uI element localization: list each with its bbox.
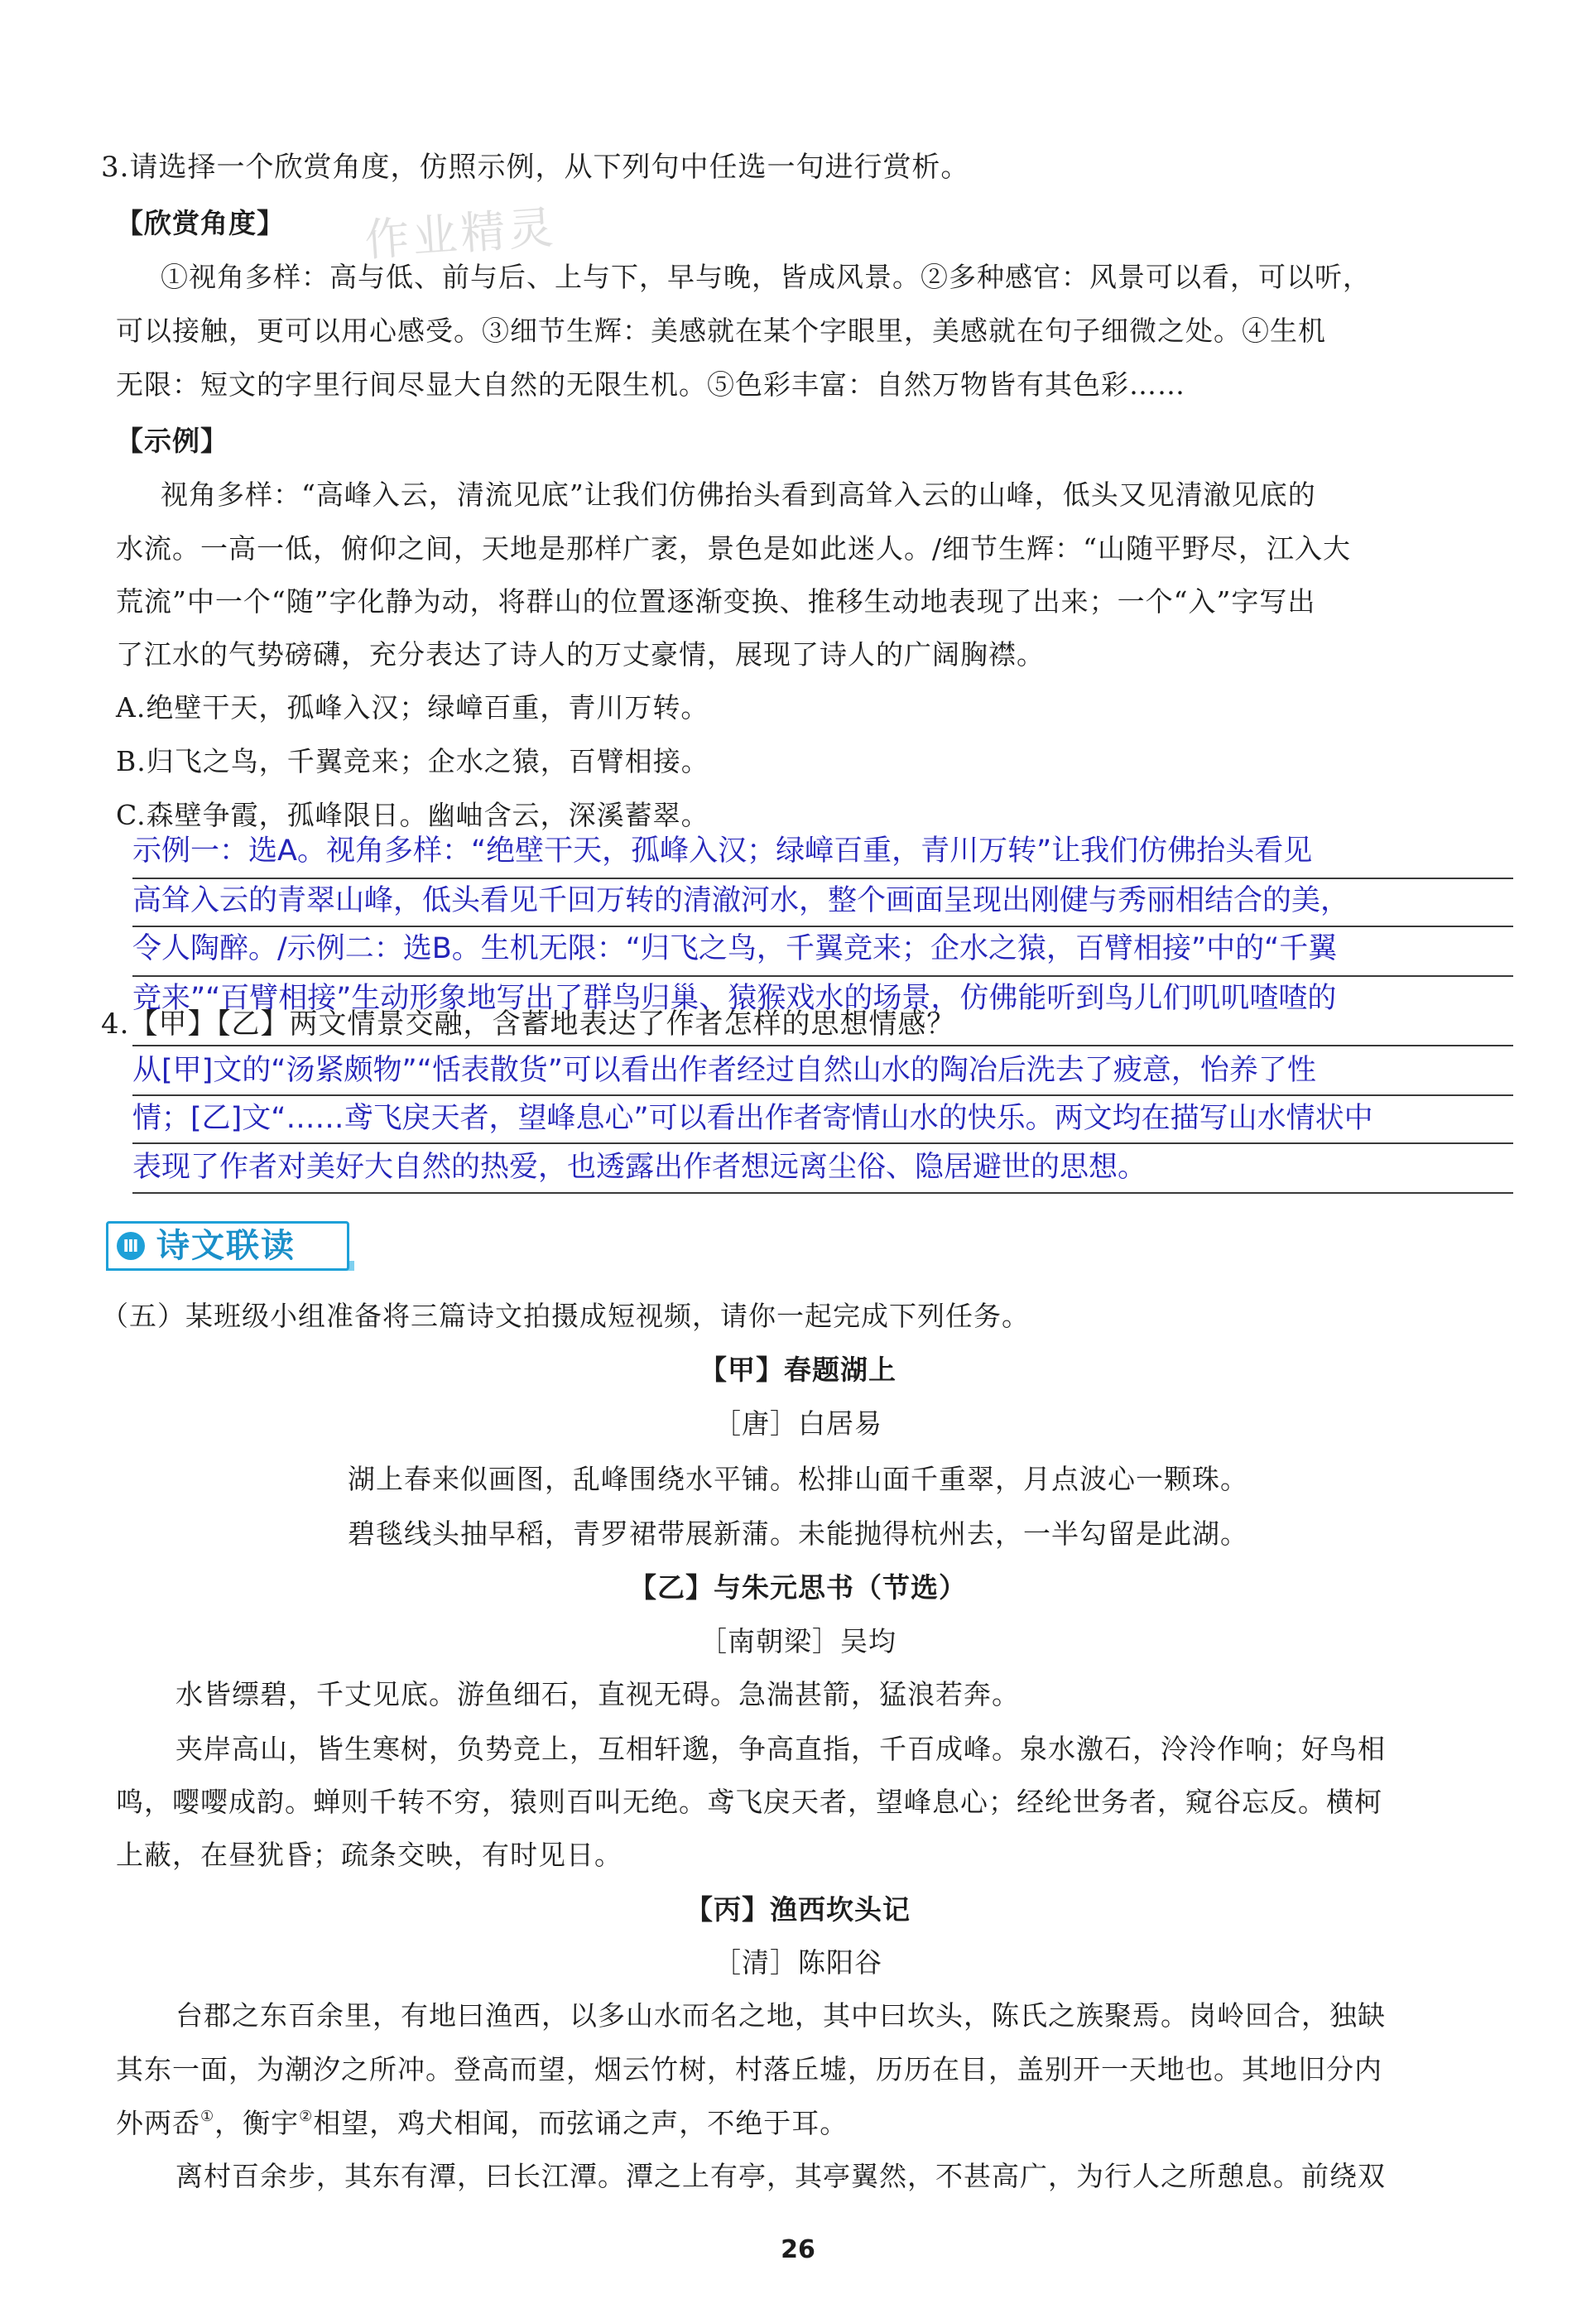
example-text-3: 荒流”中一个“随”字化静为动，将群山的位置逐渐变换、推移生动地表现了出来；一个“入”字写出 bbox=[116, 585, 1316, 618]
text-jia-title: 【甲】春题湖上 bbox=[699, 1354, 897, 1386]
example-text-1: 视角多样：“高峰入云，清流见底”让我们仿佛抬头看到高耸入云的山峰，低头又见清澈见底的 bbox=[161, 479, 1316, 511]
banner-badge-icon: Ⅲ bbox=[117, 1232, 145, 1260]
answer-line-1: 示例一：选A。视角多样：“绝壁干天，孤峰入汉；绿嶂百重，青川万转”让我们仿佛抬头看见 bbox=[132, 834, 1313, 868]
part-5-intro: （五）某班级小组准备将三篇诗文拍摄成短视频，请你一起完成下列任务。 bbox=[101, 1300, 1030, 1332]
answer-line-4: 竞来”“百臂相接”生动形象地写出了群鸟归巢、猿猴戏水的场景，仿佛能听到鸟儿们叽叽喳喳的 bbox=[132, 982, 1337, 1015]
text-jia-line-2: 碧毯线头抽早稻，青罗裙带展新蒲。未能抛得杭州去，一半勾留是此湖。 bbox=[348, 1517, 1248, 1550]
text-bing-line-3 bbox=[116, 2103, 1596, 2144]
banner-box bbox=[106, 1221, 349, 1271]
answer-line-5: 从[甲]文的“汤紧颇物”“恬表散货”可以看出作者经过自然山水的陶冶后洗去了疲意，怡养了性 bbox=[132, 1054, 1316, 1087]
section-title: 诗文联读 bbox=[156, 1227, 296, 1265]
answer-rule bbox=[132, 878, 1513, 879]
answer-rule bbox=[132, 1045, 1513, 1046]
answer-line-3: 令人陶醉。/示例二：选B。生机无限：“归飞之鸟，千翼竞来；企水之猿，百臂相接”中的“千翼 bbox=[132, 932, 1338, 965]
question-3: 3.请选择一个欣赏角度，仿照示例，从下列句中任选一句进行赏析。 bbox=[101, 151, 970, 184]
example-text-4: 了江水的气势磅礴，充分表达了诗人的万丈豪情，展现了诗人的广阔胸襟。 bbox=[116, 638, 1045, 671]
text-bing-line-4: 离村百余步，其东有潭，曰长江潭。潭之上有亭，其亭翼然，不甚高广，为行人之所憩息。前绕双 bbox=[175, 2160, 1386, 2192]
question-4: 4.【甲】【乙】两文情景交融，含蓄地表达了作者怎样的思想情感？ bbox=[101, 1008, 956, 1041]
appreciation-angle-text-2: 可以接触，更可以用心感受。③细节生辉：美感就在某个字眼里，美感就在句子细微之处。④生机 bbox=[116, 315, 1326, 347]
watermark: 作业精灵 bbox=[363, 200, 559, 267]
text-yi-para-1: 水皆缥碧，千丈见底。游鱼细石，直视无碍。急湍甚箭，猛浪若奔。 bbox=[175, 1678, 1020, 1710]
text-yi-para-2-line-2: 鸣，嘤嘤成韵。蝉则千转不穷，猿则百叫无绝。鸢飞戾天者，望峰息心；经纶世务者，窥谷忘反。横柯 bbox=[116, 1786, 1382, 1818]
appreciation-angle-heading: 【欣赏角度】 bbox=[116, 207, 285, 239]
answer-line-6: 情；[乙]文“……鸢飞戾天者，望峰息心”可以看出作者寄情山水的快乐。两文均在描写山水情状中 bbox=[132, 1102, 1373, 1135]
option-c: C.森壁争霞，孤峰限日。幽岫含云，深溪蓄翠。 bbox=[116, 799, 709, 831]
answer-rule bbox=[132, 1142, 1513, 1144]
text-bing-author: ［清］陈阳谷 bbox=[714, 1946, 882, 1979]
example-heading: 【示例】 bbox=[116, 425, 228, 457]
answer-line-2: 高耸入云的青翠山峰，低头看见千回万转的清澈河水，整个画面呈现出刚健与秀丽相结合的美， bbox=[132, 884, 1350, 917]
appreciation-angle-text-1: ①视角多样：高与低、前与后、上与下，早与晚，皆成风景。②多种感官：风景可以看，可以听， bbox=[161, 261, 1371, 293]
footnote-2: ② bbox=[299, 2108, 314, 2125]
text-yi-para-2-line-1: 夹岸高山，皆生寒树，负势竞上，互相轩邈，争高直指，千百成峰。泉水激石，泠泠作响；好鸟相 bbox=[175, 1733, 1386, 1765]
answer-rule bbox=[132, 1192, 1513, 1194]
answer-rule bbox=[132, 975, 1513, 977]
page-number: 26 bbox=[781, 2235, 815, 2264]
answer-rule bbox=[132, 1094, 1513, 1096]
text-bing-title: 【丙】渔西坎头记 bbox=[685, 1893, 911, 1926]
text-bing-line-2: 其东一面，为潮汐之所冲。登高而望，烟云竹树，村落丘墟，历历在目，盖别开一天地也。其地旧分内 bbox=[116, 2053, 1382, 2085]
text-yi-title: 【乙】与朱元思书（节选） bbox=[629, 1571, 967, 1604]
text-yi-para-2-line-3: 上蔽，在昼犹昏；疏条交映，有时见日。 bbox=[116, 1839, 623, 1871]
text-jia-line-1: 湖上春来似画图，乱峰围绕水平铺。松排山面千重翠，月点波心一颗珠。 bbox=[348, 1463, 1248, 1495]
example-text-2: 水流。一高一低，俯仰之间，天地是那样广袤，景色是如此迷人。/细节生辉：“山随平野尽，江入大 bbox=[116, 532, 1351, 565]
text-bing-line-3-c: 相望，鸡犬相闻，而弦诵之声，不绝于耳。 bbox=[313, 2107, 848, 2139]
option-b: B.归飞之鸟，千翼竞来；企水之猿，百臂相接。 bbox=[116, 745, 709, 777]
option-a: A.绝壁干天，孤峰入汉；绿嶂百重，青川万转。 bbox=[116, 691, 709, 724]
text-bing-line-3-a: 外两岙 bbox=[116, 2107, 200, 2139]
section-banner bbox=[106, 1221, 354, 1272]
text-jia-author: ［唐］白居易 bbox=[714, 1407, 882, 1440]
appreciation-angle-text-3: 无限：短文的字里行间尽显大自然的无限生机。⑤色彩丰富：自然万物皆有其色彩…… bbox=[116, 368, 1185, 401]
text-bing-line-3-b: ，衡宇 bbox=[214, 2107, 300, 2139]
text-yi-author: ［南朝梁］吴均 bbox=[699, 1625, 897, 1657]
text-bing-line-1: 台郡之东百余里，有地曰渔西，以多山水而名之地，其中曰坎头，陈氏之族聚焉。岗岭回合，独缺 bbox=[175, 1999, 1386, 2032]
answer-line-7: 表现了作者对美好大自然的热爱，也透露出作者想远离尘俗、隐居避世的思想。 bbox=[132, 1151, 1147, 1184]
answer-rule bbox=[132, 926, 1513, 927]
footnote-1: ① bbox=[200, 2108, 215, 2125]
